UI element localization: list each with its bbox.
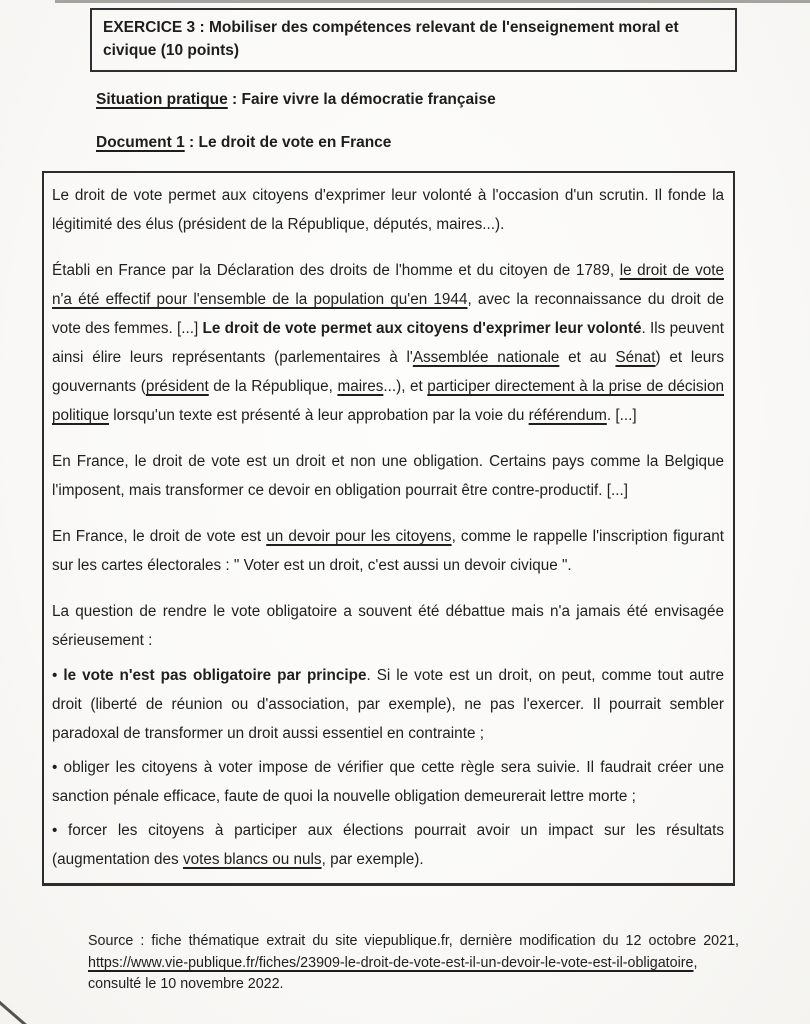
bold-text: EXERCICE 3 : Mobiliser des compétences relevant de l'enseignement moral et	[103, 19, 679, 36]
underlined-text: Situation pratique	[96, 91, 228, 108]
text-run: . [...]	[606, 407, 637, 424]
source-note	[88, 931, 739, 996]
paragraph	[52, 181, 724, 239]
underlined-text: votes blancs ou nuls	[182, 851, 322, 868]
text-run: Source : fiche thématique extrait du site viepublique.fr, dernière modification du 12 octobre 2021,	[88, 933, 739, 949]
paragraph	[52, 256, 724, 430]
text-run: : Le droit de vote en France	[184, 134, 392, 151]
underlined-text: le droit de vote n'a été effectif pour l'ensemble de la population qu'en 1944	[52, 262, 724, 308]
bold-text: Le droit de vote permet aux citoyens d'exprimer leur volonté	[202, 320, 642, 337]
situation-heading	[96, 89, 496, 111]
text-run: • obliger les citoyens à voter impose de vérifier que cette règle sera suivie. Il faudrait créer une sanction pénale efficace, faute de quoi la nouvelle obligation demeurerait lettre morte ;	[52, 759, 724, 805]
text-run: , avec la reconnaissance du droit de vote des femmes. [...]	[52, 291, 724, 337]
text-run: • forcer les citoyens à participer aux élections pourrait avoir un impact sur les résultats (augmentation des	[52, 822, 724, 868]
exercise-title-line	[103, 39, 727, 62]
underlined-text: président	[145, 378, 209, 395]
text-run: ) et leurs gouvernants (	[52, 349, 725, 395]
document-heading	[96, 132, 391, 154]
text-run: , comme le rappelle l'inscription figurant sur les cartes électorales : " Voter est un droit, c'est aussi un devoir civique ".	[52, 528, 724, 574]
text-run: Le droit de vote permet aux citoyens d'exprimer leur volonté à l'occasion d'un scrutin. Il fonde la légitimité des élus (président de la République, députés, maires...).	[52, 187, 724, 233]
exercise-title-line	[103, 16, 727, 39]
text-run: lorsqu'un texte est présenté à leur approbation par la voie du	[108, 407, 529, 424]
text-run: Établi en France par la Déclaration des droits de l'homme et du citoyen de 1789,	[52, 262, 620, 279]
bullet-item	[52, 816, 724, 874]
text-run: : Faire vivre la démocratie française	[227, 91, 496, 108]
document-text-box	[42, 171, 735, 886]
underlined-text: https://www.vie-publique.fr/fiches/23909-le-droit-de-vote-est-il-un-devoir-le-vote-est-il-obligatoire	[88, 954, 694, 971]
bullet-item	[52, 753, 724, 811]
text-run: La question de rendre le vote obligatoire a souvent été débattue mais n'a jamais été envisagée sérieusement :	[52, 603, 724, 649]
text-run: ...), et	[383, 378, 428, 395]
scan-corner-artifact	[0, 996, 36, 1024]
bold-text: civique (10 points)	[103, 42, 240, 59]
paragraph	[52, 522, 724, 580]
bullet-item	[52, 661, 724, 748]
text-run: , consulté le 10 novembre 2022.	[88, 954, 698, 992]
text-run: de la République,	[208, 378, 338, 395]
underlined-text: Assemblée nationale	[412, 349, 560, 366]
underlined-text: un devoir pour les citoyens	[266, 528, 452, 545]
paragraph	[52, 447, 724, 505]
bold-text: le vote n'est pas obligatoire par principe	[63, 667, 367, 684]
text-run: . Ils peuvent ainsi élire leurs représentants (parlementaires à l'	[52, 320, 725, 366]
underlined-text: Sénat	[615, 349, 656, 366]
underlined-text: Document 1	[96, 134, 185, 151]
text-run: , par exemple).	[321, 851, 424, 868]
text-run: En France, le droit de vote est	[52, 528, 267, 545]
underlined-text: référendum	[528, 407, 607, 424]
underlined-text: maires	[337, 378, 384, 395]
text-run: En France, le droit de vote est un droit et non une obligation. Certains pays comme la Belgique l'imposent, mais transformer ce devoir en obligation pourrait être contre-productif. [...]	[52, 453, 724, 499]
text-run: •	[52, 667, 64, 684]
scan-edge-artifact	[55, 0, 810, 3]
text-run: . Si le vote est un droit, on peut, comme tout autre droit (liberté de réunion ou d'association, par exemple), ne pas l'exercer. Il pourrait sembler paradoxal de transformer un droit aussi essentiel en contrainte ;	[52, 667, 725, 742]
exercise-title-box	[90, 8, 737, 72]
underlined-text: participer directement à la prise de décision politique	[52, 378, 724, 424]
paragraph	[52, 597, 724, 655]
text-run: et au	[559, 349, 616, 366]
